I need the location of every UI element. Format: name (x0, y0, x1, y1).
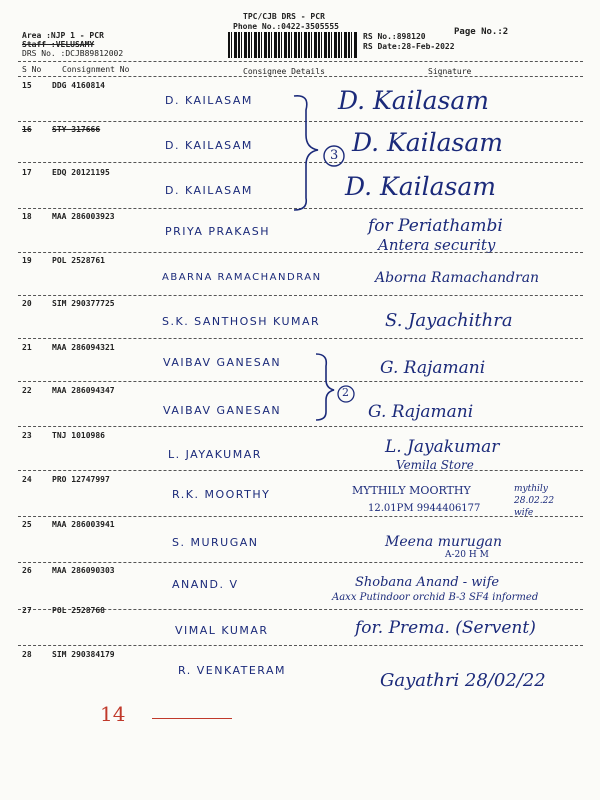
row-consignee: L. JAYAKUMAR (168, 448, 262, 461)
group-bracket (312, 350, 362, 425)
row-consignment: POL 2528761 (52, 256, 105, 265)
row-consignment: EDQ 20121195 (52, 168, 110, 177)
row-consignment: STY 317666 (52, 125, 101, 134)
doc-title: TPC/CJB DRS - PCR (243, 12, 325, 21)
row-signature: for Periathambi (368, 216, 503, 236)
row-signature: D. Kailasam (352, 128, 503, 157)
col-consignment: Consignment No (62, 65, 130, 74)
row-signature: Shobana Anand - wife (355, 575, 500, 590)
row-consignment: SIM 290377725 (52, 299, 115, 308)
row-signature: MYTHILY MOORTHY (352, 484, 471, 497)
row-sno: 18 (22, 212, 32, 221)
row-signature: for. Prema. (Servent) (355, 618, 536, 638)
row-divider (18, 470, 583, 471)
area-label: Area :NJP 1 - PCR (22, 31, 104, 40)
staff-label (22, 40, 94, 49)
row-note: Antera security (378, 236, 496, 254)
row-consignment: MAA 286094321 (52, 343, 115, 352)
row-sno: 20 (22, 299, 32, 308)
row-consignment: DDG 4160814 (52, 81, 105, 90)
row-consignee: VAIBAV GANESAN (163, 356, 282, 369)
phone-number: Phone No.:0422-3505555 (233, 22, 339, 31)
row-signature: Meena murugan (385, 534, 503, 550)
row-consignee: D. KAILASAM (165, 94, 253, 107)
page-number: Page No.:2 (454, 27, 509, 37)
row-signature: G. Rajamani (368, 402, 474, 422)
barcode (228, 32, 358, 58)
drs-number: DRS No. :DCJB89812002 (22, 49, 124, 58)
row-divider (18, 562, 583, 563)
row-consignment: MAA 286094347 (52, 386, 115, 395)
header-divider-bottom (18, 76, 583, 77)
row-consignee: R.K. MOORTHY (172, 488, 271, 501)
row-signature: S. Jayachithra (385, 310, 513, 331)
row-divider (18, 338, 583, 339)
row-side-note: mythily 28.02.22 wife (514, 484, 555, 518)
row-divider (18, 295, 583, 296)
row-sno: 15 (22, 81, 32, 90)
row-consignment: POL 2528768 (52, 606, 105, 615)
header-divider-top (18, 61, 583, 62)
row-signature: D. Kailasam (338, 86, 489, 115)
row-consignee: ABARNA RAMACHANDRAN (162, 272, 322, 283)
row-sno: 17 (22, 168, 32, 177)
row-consignment: MAA 286090303 (52, 566, 115, 575)
row-sno: 24 (22, 475, 32, 484)
row-note: 12.01PM 9944406177 (368, 503, 481, 514)
row-consignee: VIMAL KUMAR (175, 624, 269, 637)
row-divider (18, 426, 583, 427)
count-underline (152, 718, 232, 719)
staff-value: Staff :VELUSAMY (22, 40, 95, 49)
row-consignment: MAA 286003923 (52, 212, 115, 221)
row-consignee: D. KAILASAM (165, 184, 253, 197)
row-consignee: ANAND. V (172, 578, 239, 591)
row-note: A-20 H M (445, 550, 489, 560)
row-note: Vemila Store (396, 458, 474, 472)
row-consignment: TNJ 1010986 (52, 431, 105, 440)
row-consignment: PRO 12747997 (52, 475, 110, 484)
group-mark: 2 (342, 386, 349, 399)
row-sno: 23 (22, 431, 32, 440)
row-consignment: MAA 286003941 (52, 520, 115, 529)
row-consignee: S. MURUGAN (172, 536, 259, 549)
row-signature: L. Jayakumar (385, 437, 500, 457)
row-sno: 26 (22, 566, 32, 575)
row-consignee: S.K. SANTHOSH KUMAR (162, 315, 321, 328)
total-count: 14 (100, 702, 126, 726)
rs-date: RS Date:28-Feb-2022 (363, 42, 455, 51)
row-sno: 25 (22, 520, 32, 529)
row-sno: 16 (22, 125, 32, 134)
group-bracket (290, 90, 350, 215)
row-sno: 21 (22, 343, 32, 352)
row-consignee: D. KAILASAM (165, 139, 253, 152)
col-sno: S No (22, 65, 42, 74)
row-consignment: SIM 290384179 (52, 650, 115, 659)
row-note: Aaxx Putindoor orchid B-3 SF4 informed (332, 592, 539, 603)
row-sno: 27 (22, 606, 32, 615)
row-divider (18, 252, 583, 253)
row-signature: G. Rajamani (380, 358, 486, 378)
row-sno: 28 (22, 650, 32, 659)
col-signature: Signature (428, 67, 472, 76)
row-consignee: PRIYA PRAKASH (165, 225, 271, 238)
row-consignee: R. VENKATERAM (178, 664, 287, 677)
row-signature: Gayathri 28/02/22 (380, 670, 546, 691)
rs-number: RS No.:898120 (363, 32, 426, 41)
row-signature: Aborna Ramachandran (375, 270, 540, 286)
row-divider (18, 645, 583, 646)
group-mark: 3 (330, 148, 339, 163)
row-sno: 19 (22, 256, 32, 265)
row-divider (18, 516, 583, 517)
row-divider (18, 381, 583, 382)
row-consignee: VAIBAV GANESAN (163, 404, 282, 417)
row-signature: D. Kailasam (345, 172, 496, 201)
row-sno: 22 (22, 386, 32, 395)
col-consignee: Consignee Details (243, 67, 325, 76)
